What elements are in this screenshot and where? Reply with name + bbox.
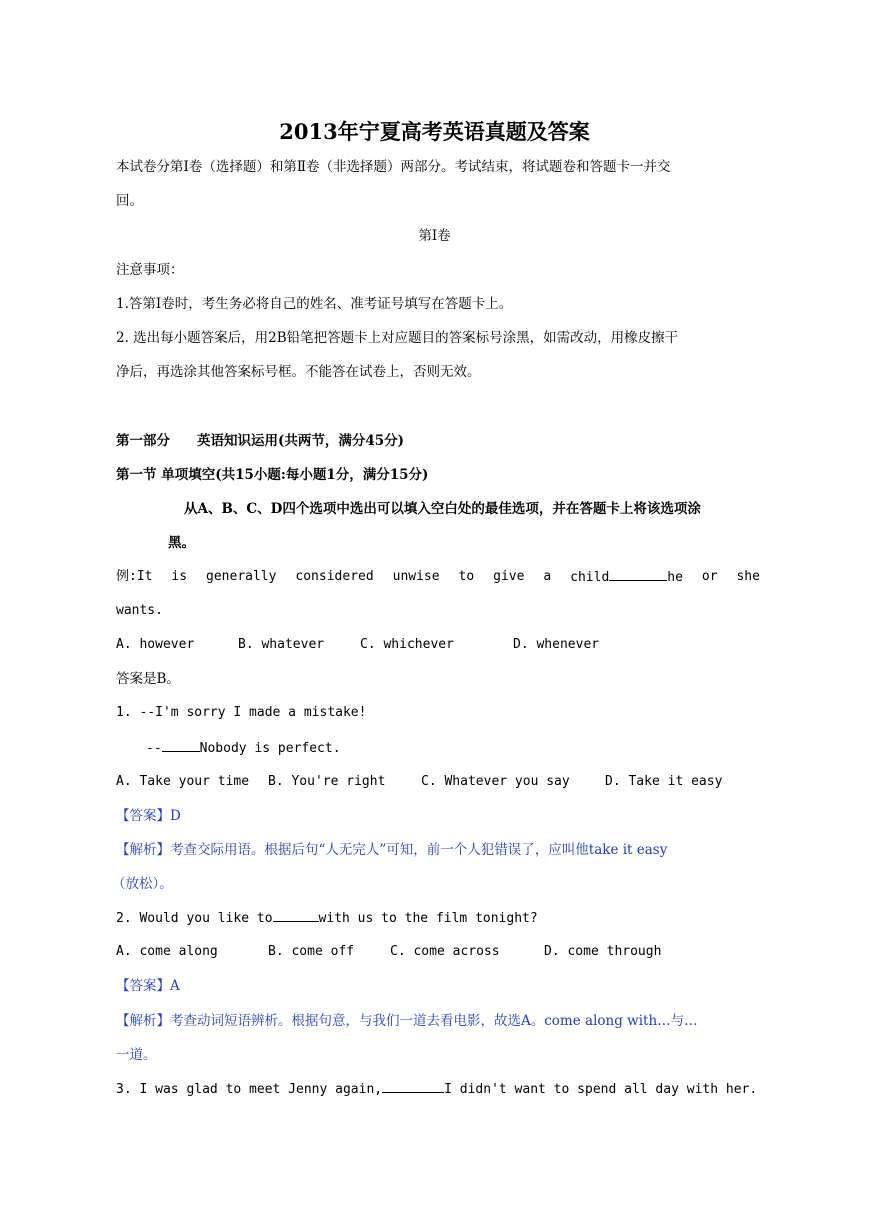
note-2-line-2: 净后，再选涂其他答案标号框。不能答在试卷上，否则无效。 [116, 364, 481, 380]
option: D. come through [544, 944, 662, 959]
option: B. whatever [238, 637, 325, 652]
question-1-options [116, 773, 722, 791]
question-2-stem [116, 909, 538, 928]
example-word: unwise [392, 569, 440, 584]
stem-prefix: 3. I was glad to meet Jenny again, [116, 1082, 383, 1097]
example-word: he [667, 570, 683, 585]
stem-suffix: I didn't want to spend all day with her. [444, 1082, 758, 1097]
example-word: considered [295, 569, 374, 584]
question-1-analysis-line-1: 【解析】考查交际用语。根据后句“人无完人”可知，前一个人犯错误了，应叫他take it easy [116, 842, 668, 858]
example-options [116, 636, 599, 654]
question-2-analysis-line-1: 【解析】考查动词短语辨析。根据句意，与我们一道去看电影，故选A。come along with…与… [116, 1013, 698, 1029]
note-2-line-1: 2. 选出每小题答案后，用2B铅笔把答题卡上对应题目的答案标号涂黑，如需改动，用橡皮擦干 [116, 330, 679, 346]
reply-prefix: -- [146, 741, 162, 756]
reply-suffix: Nobody is perfect. [199, 741, 341, 756]
volume-heading: 第Ⅰ卷 [418, 228, 451, 244]
example-blank-group [570, 568, 683, 587]
option: D. whenever [513, 637, 600, 652]
example-word: is [171, 569, 188, 584]
example-word: she [736, 569, 760, 584]
instruction-line-2: 黑。 [168, 535, 195, 551]
part1-heading: 第一部分 英语知识运用(共两节，满分45分) [116, 433, 405, 449]
stem-suffix: with us to the film tonight? [318, 911, 538, 926]
example-word: generally [206, 569, 277, 584]
question-2-analysis-line-2: 一道。 [116, 1047, 157, 1063]
example-sentence [116, 568, 760, 587]
instruction-line-1: 从A、B、C、D四个选项中选出可以填入空白处的最佳选项，并在答题卡上将该选项涂 [184, 501, 701, 517]
option: C. come across [390, 944, 500, 959]
intro-line-1: 本试卷分第Ⅰ卷（选择题）和第Ⅱ卷（非选择题）两部分。考试结束，将试题卷和答题卡一并交 [116, 159, 671, 175]
notes-heading: 注意事项： [116, 262, 184, 278]
option: A. Take your time [116, 774, 250, 789]
example-line-2: wants. [116, 603, 163, 618]
example-word: or [701, 569, 718, 584]
option: A. however [116, 637, 195, 652]
example-word: give [493, 569, 525, 584]
option: A. come along [116, 944, 218, 959]
document-title: 2013年宁夏高考英语真题及答案 [279, 119, 590, 144]
option: B. You're right [268, 774, 386, 789]
answer-blank [382, 1080, 444, 1093]
intro-line-2: 回。 [116, 193, 143, 209]
example-answer: 答案是B。 [116, 671, 180, 687]
example-word: 例:It [116, 569, 153, 584]
question-1-stem: 1. --I'm sorry I made a mistake! [116, 705, 367, 720]
option: C. Whatever you say [421, 774, 570, 789]
option: B. come off [268, 944, 355, 959]
note-1: 1.答第Ⅰ卷时，考生务必将自己的姓名、准考证号填写在答题卡上。 [116, 296, 513, 312]
stem-prefix: 2. Would you like to [116, 911, 273, 926]
question-2-answer: 【答案】A [116, 978, 180, 994]
question-1-analysis-line-2: （放松）。 [112, 876, 173, 892]
answer-blank [273, 909, 319, 922]
answer-blank [162, 739, 200, 752]
example-word: child [570, 570, 610, 585]
option: D. Take it easy [605, 774, 723, 789]
example-word: to [458, 569, 475, 584]
option: C. whichever [360, 637, 454, 652]
section1-heading: 第一节 单项填空(共15小题:每小题1分，满分15分) [116, 467, 429, 483]
question-3-stem [116, 1080, 757, 1099]
question-1-reply [146, 739, 341, 758]
answer-blank [609, 568, 667, 581]
example-word: a [543, 569, 552, 584]
question-1-answer: 【答案】D [116, 808, 181, 824]
question-2-options [116, 943, 661, 961]
